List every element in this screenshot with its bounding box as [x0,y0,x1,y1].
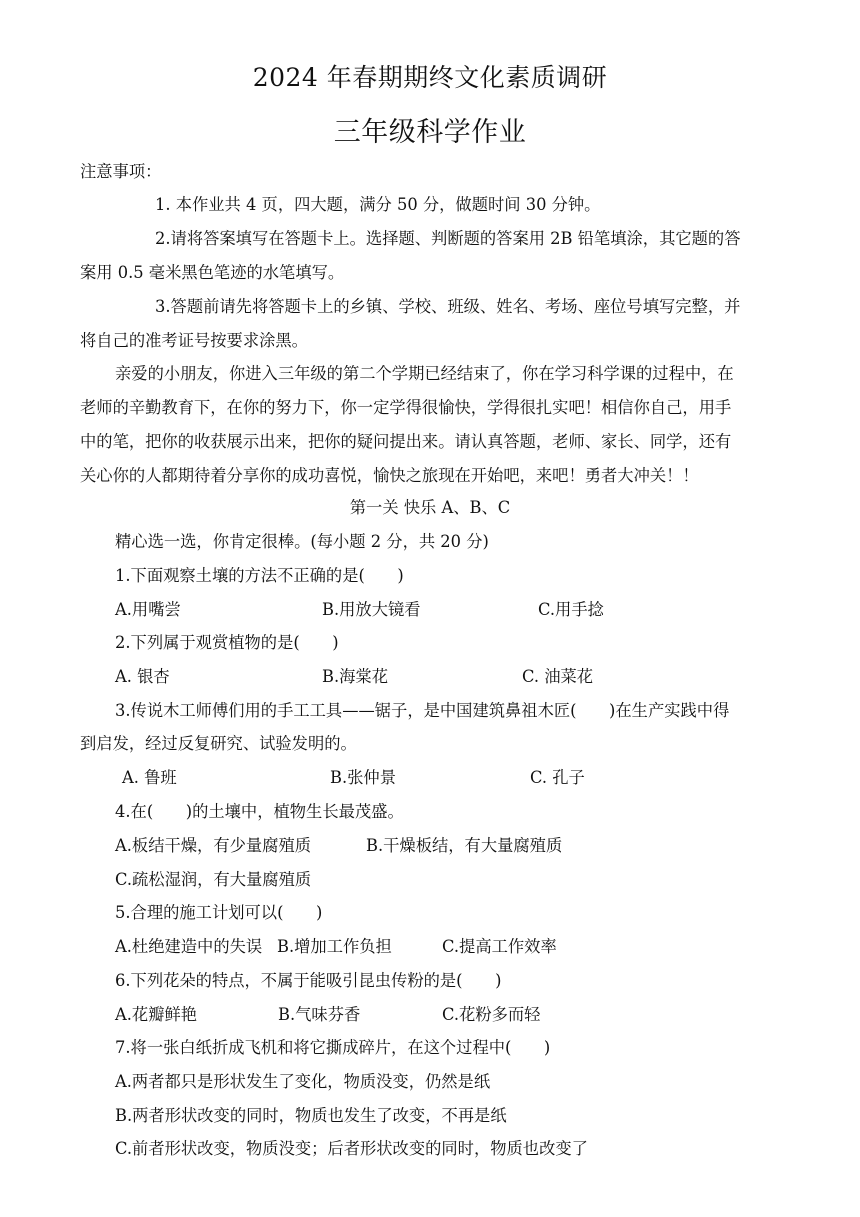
q4-option-a: A.板结干燥，有少量腐殖质 [115,836,312,855]
question-4: 4.在( )的土壤中，植物生长最茂盛。 [115,802,404,821]
question-1: 1.下面观察土壤的方法不正确的是( ) [115,566,404,585]
notice-heading: 注意事项： [80,162,162,181]
q1-option-a: A.用嘴尝 [115,600,181,619]
q3-option-c: C. 孔子 [530,768,585,787]
q5-option-a: A.杜绝建造中的失误 [115,937,263,956]
q4-option-b: B.干燥板结，有大量腐殖质 [366,836,563,855]
notice-item-3-line-1: 3.答题前请先将答题卡上的乡镇、学校、班级、姓名、考场、座位号填写完整，并 [155,297,741,316]
q7-option-c: C.前者形状改变，物质没变；后者形状改变的同时，物质也改变了 [115,1139,588,1158]
notice-item-1: 1. 本作业共 4 页，四大题，满分 50 分，做题时间 30 分钟。 [155,195,601,214]
question-3-line-1: 3.传说木工师傅们用的手工工具——锯子，是中国建筑鼻祖木匠( )在生产实践中得 [115,701,730,720]
section-title: 第一关 快乐 A、B、C [349,498,511,517]
q6-option-b: B.气味芬香 [278,1005,361,1024]
q7-option-b: B.两者形状改变的同时，物质也发生了改变，不再是纸 [115,1106,507,1125]
intro-line-2: 老师的辛勤教育下，在你的努力下，你一定学得很愉快，学得很扎实吧！相信你自己，用手 [80,398,732,417]
question-6: 6.下列花朵的特点，不属于能吸引昆虫传粉的是( ) [115,971,502,990]
q2-option-c: C. 油菜花 [522,667,594,686]
question-5: 5.合理的施工计划可以( ) [115,903,323,922]
exam-subtitle: 三年级科学作业 [333,117,527,148]
q5-option-b: B.增加工作负担 [277,937,392,956]
q7-option-a: A.两者都只是形状发生了变化，物质没变，仍然是纸 [115,1072,491,1091]
exam-title: 2024 年春期期终文化素质调研 [252,63,608,92]
q4-option-c: C.疏松湿润，有大量腐殖质 [115,870,312,889]
notice-item-2-line-1: 2.请将答案填写在答题卡上。选择题、判断题的答案用 2B 铅笔填涂，其它题的答 [155,229,741,248]
question-2: 2.下列属于观赏植物的是( ) [115,633,339,652]
intro-line-3: 中的笔，把你的收获展示出来，把你的疑问提出来。请认真答题，老师、家长、同学，还有 [80,432,732,451]
q1-option-b: B.用放大镜看 [322,600,421,619]
intro-line-1: 亲爱的小朋友，你进入三年级的第二个学期已经结束了，你在学习科学课的过程中，在 [115,364,734,383]
q2-option-b: B.海棠花 [322,667,388,686]
q3-option-a: A. 鲁班 [122,768,177,787]
notice-item-3-line-2: 将自己的准考证号按要求涂黑。 [80,331,308,350]
q6-option-a: A.花瓣鲜艳 [115,1005,198,1024]
q1-option-c: C.用手捻 [538,600,604,619]
section-instruction: 精心选一选，你肯定很棒。(每小题 2 分，共 20 分) [115,532,489,551]
notice-item-2-line-2: 案用 0.5 毫米黑色笔迹的水笔填写。 [80,263,345,282]
q2-option-a: A. 银杏 [115,667,170,686]
question-7: 7.将一张白纸折成飞机和将它撕成碎片，在这个过程中( ) [115,1038,551,1057]
intro-line-4: 关心你的人都期待着分享你的成功喜悦，愉快之旅现在开始吧，来吧！勇者大冲关！！ [80,466,699,485]
q3-option-b: B.张仲景 [330,768,396,787]
question-3-line-2: 到启发，经过反复研究、试验发明的。 [80,734,357,753]
q6-option-c: C.花粉多而轻 [442,1005,541,1024]
q5-option-c: C.提高工作效率 [442,937,557,956]
